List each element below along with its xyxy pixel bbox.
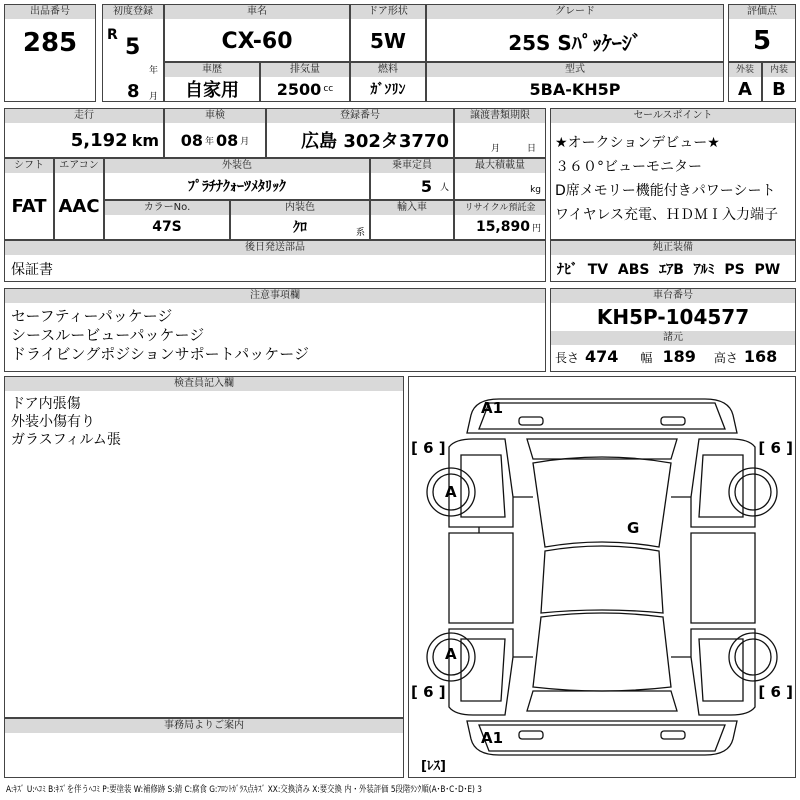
car-name-label: 車名 [165, 5, 349, 19]
displacement-cell [260, 62, 350, 102]
capacity-unit: 人 [439, 182, 449, 193]
damage-a-rear-left: A [445, 645, 457, 663]
exterior-grade: A [738, 78, 752, 100]
displacement-label: 排気量 [261, 63, 349, 77]
capacity-cell [370, 158, 454, 200]
interior-color-unit: 系 [355, 228, 365, 238]
office-notice-label: 事務局よりご案内 [5, 719, 403, 733]
interior-grade: B [772, 78, 786, 100]
note-line: セーフティーパッケージ [11, 307, 173, 325]
history: 自家用 [185, 80, 239, 101]
plate-number: 広島 302タ3770 [301, 131, 449, 152]
shift-label: シフト [5, 159, 53, 173]
length: 474 [585, 347, 619, 366]
exterior-grade-label: 外装 [729, 63, 761, 77]
equipment-item: ｴｱB [659, 262, 684, 278]
damage-a1-front: A1 [481, 399, 504, 417]
year-unit: 年 [149, 66, 159, 76]
model-cell [426, 62, 724, 102]
history-label: 車歴 [165, 63, 259, 77]
door-cell [350, 4, 426, 62]
sales-point: ワイヤレス充電、ＨＤＭＩ入力端子 [555, 207, 779, 223]
sales-point: ３６０°ビューモニター [555, 159, 702, 175]
max-load-unit: kg [530, 185, 541, 195]
inspection-year: 08 [180, 130, 203, 150]
inspection-year-unit: 年 [204, 136, 214, 147]
recycle-label: リサイクル預託金 [455, 201, 545, 215]
note-line: シースルービューパッケージ [11, 326, 205, 344]
first-registration-label: 初度登録 [103, 5, 163, 19]
inspector-note: 外装小傷有り [11, 414, 95, 430]
equipment-item: ﾅﾋﾞ [557, 262, 578, 278]
notes-cell [4, 288, 546, 372]
exterior-grade-cell [728, 62, 762, 102]
spec-row [555, 347, 793, 366]
damage-g-windshield: G [627, 519, 640, 537]
damage-a1-rear: A1 [481, 729, 504, 747]
transfer-month-unit: 月 [491, 144, 501, 154]
interior-color-label: 内装色 [231, 201, 369, 215]
equipment-list [557, 259, 780, 279]
equipment-item: TV [587, 262, 609, 278]
inspection-cell [164, 108, 266, 158]
fuel: ｶﾞｿﾘﾝ [370, 82, 406, 98]
shift-cell [4, 158, 54, 240]
door-type: 5W [370, 29, 406, 53]
grade: 25S Sﾊﾟｯｹｰｼﾞ [508, 30, 642, 55]
transfer-day-unit: 日 [527, 144, 537, 154]
width: 189 [662, 347, 696, 366]
fuel-label: 燃料 [351, 63, 425, 77]
color-number: 47S [152, 219, 182, 235]
displacement: 2500 [276, 79, 322, 99]
equipment-item: ｱﾙﾐ [693, 262, 715, 278]
height-label: 高さ [713, 351, 738, 365]
capacity: 5 [420, 176, 432, 196]
interior-grade-label: 内装 [763, 63, 795, 77]
tread-front-left: [ 6 ] [411, 439, 446, 457]
interior-color: ｸﾛ [293, 220, 307, 236]
car-name: CX-60 [221, 28, 293, 54]
office-notice-cell [4, 718, 404, 778]
door-label: ドア形状 [351, 5, 425, 19]
chassis-number: KH5P-104577 [596, 305, 750, 329]
spec-label: 諸元 [551, 331, 795, 345]
shift: FAT [11, 195, 47, 217]
capacity-label: 乗車定員 [371, 159, 453, 173]
equipment-cell [550, 240, 796, 282]
tread-front-right: [ 6 ] [758, 439, 793, 457]
tread-rear-right: [ 6 ] [758, 683, 793, 701]
transfer-deadline-cell [454, 108, 546, 158]
damage-a-front-left: A [445, 483, 457, 501]
lot-number: 285 [22, 28, 78, 58]
model-code: 5BA-KH5P [529, 79, 621, 99]
reg-month: 8 [127, 81, 140, 102]
inspector-notes-cell [4, 376, 404, 718]
mileage: 5,192 [70, 129, 128, 151]
sales-point: D席メモリー機能付きパワーシート [555, 183, 776, 199]
score-label: 評価点 [729, 5, 795, 19]
reg-year: 5 [125, 35, 141, 60]
history-cell [164, 62, 260, 102]
width-label: 幅 [640, 351, 653, 365]
aircon: AAC [58, 195, 100, 217]
inspector-note: ドア内張傷 [11, 396, 81, 412]
equipment-label: 純正装備 [551, 241, 795, 255]
chassis-cell [550, 288, 796, 372]
transfer-deadline-label: 譲渡書類期限 [455, 109, 545, 123]
first-registration-cell [102, 4, 164, 102]
interior-grade-cell [762, 62, 796, 102]
later-parts: 保証書 [11, 262, 53, 278]
import-label: 輸入車 [371, 201, 453, 215]
plate-cell [266, 108, 454, 158]
lot-number-label: 出品番号 [5, 5, 95, 19]
car-name-cell [164, 4, 350, 62]
lot-number-cell [4, 4, 96, 102]
sales-points-label: セールスポイント [551, 109, 795, 123]
exterior-color-cell [104, 158, 370, 200]
mileage-unit: km [131, 130, 159, 150]
displacement-unit: cc [323, 84, 334, 94]
grade-cell [426, 4, 724, 62]
notes-list [11, 307, 309, 364]
inspector-note: ガラスフィルム張 [11, 432, 121, 448]
chassis-label: 車台番号 [551, 289, 795, 303]
mileage-label: 走行 [5, 109, 163, 123]
sales-point: ★オークションデビュー★ [555, 135, 720, 151]
grade-label: グレード [427, 5, 723, 19]
legend [6, 782, 586, 795]
mileage-cell [4, 108, 164, 158]
score-cell [728, 4, 796, 62]
tread-rear-left: [ 6 ] [411, 683, 446, 701]
length-label: 長さ [555, 351, 580, 365]
recycle-amount: 15,890 [475, 219, 530, 235]
notes-label: 注意事項欄 [5, 289, 545, 303]
equipment-item: PS [724, 262, 745, 278]
month-unit: 月 [149, 92, 159, 102]
inspection-label: 車検 [165, 109, 265, 123]
inspection-month: 08 [216, 130, 239, 150]
color-number-label: カラーNo. [105, 201, 229, 215]
plate-label: 登録番号 [267, 109, 453, 123]
recycle-cell [454, 200, 546, 240]
model-label: 型式 [427, 63, 723, 77]
inspector-notes-label: 検査員記入欄 [5, 377, 403, 391]
max-load-cell [454, 158, 546, 200]
equipment-item: ABS [617, 262, 650, 278]
import-cell [370, 200, 454, 240]
equipment-item: PW [754, 262, 781, 278]
fuel-cell [350, 62, 426, 102]
color-number-cell [104, 200, 230, 240]
sales-points-list [555, 131, 778, 227]
interior-color-cell [230, 200, 370, 240]
aircon-cell [54, 158, 104, 240]
max-load-label: 最大積載量 [455, 159, 545, 173]
later-parts-label: 後日発送部品 [5, 241, 545, 255]
note-line: ドライビングポジションサポートパッケージ [11, 345, 309, 363]
height: 168 [743, 347, 778, 366]
spare-tire: [ﾚｽ] [421, 759, 446, 774]
car-outline-drawing [409, 377, 795, 777]
era: R [107, 27, 118, 43]
score: 5 [752, 26, 772, 56]
sales-points-cell [550, 108, 796, 240]
legend-text: A:ｷｽﾞ U:ﾍｺﾐ B:ｷｽﾞを伴うﾍｺﾐ P:要塗装 W:補修跡 S:錆 C:腐食 G:ﾌﾛﾝﾄｶﾞﾗｽ点ｷｽﾞ XX:交換済み X:要交換 内・外装評価 5段階ﾗﾝｸ順(A･B･C･D･E) 3 [6, 785, 482, 795]
exterior-color: ﾌﾟﾗﾁﾅｸｫｰﾂﾒﾀﾘｯｸ [188, 179, 286, 195]
later-parts-cell [4, 240, 546, 282]
exterior-color-label: 外装色 [105, 159, 369, 173]
inspector-notes-list [11, 395, 121, 449]
aircon-label: エアコン [55, 159, 103, 173]
car-diagram [408, 376, 796, 778]
recycle-unit: 円 [531, 223, 541, 234]
inspection-month-unit: 月 [240, 136, 250, 147]
